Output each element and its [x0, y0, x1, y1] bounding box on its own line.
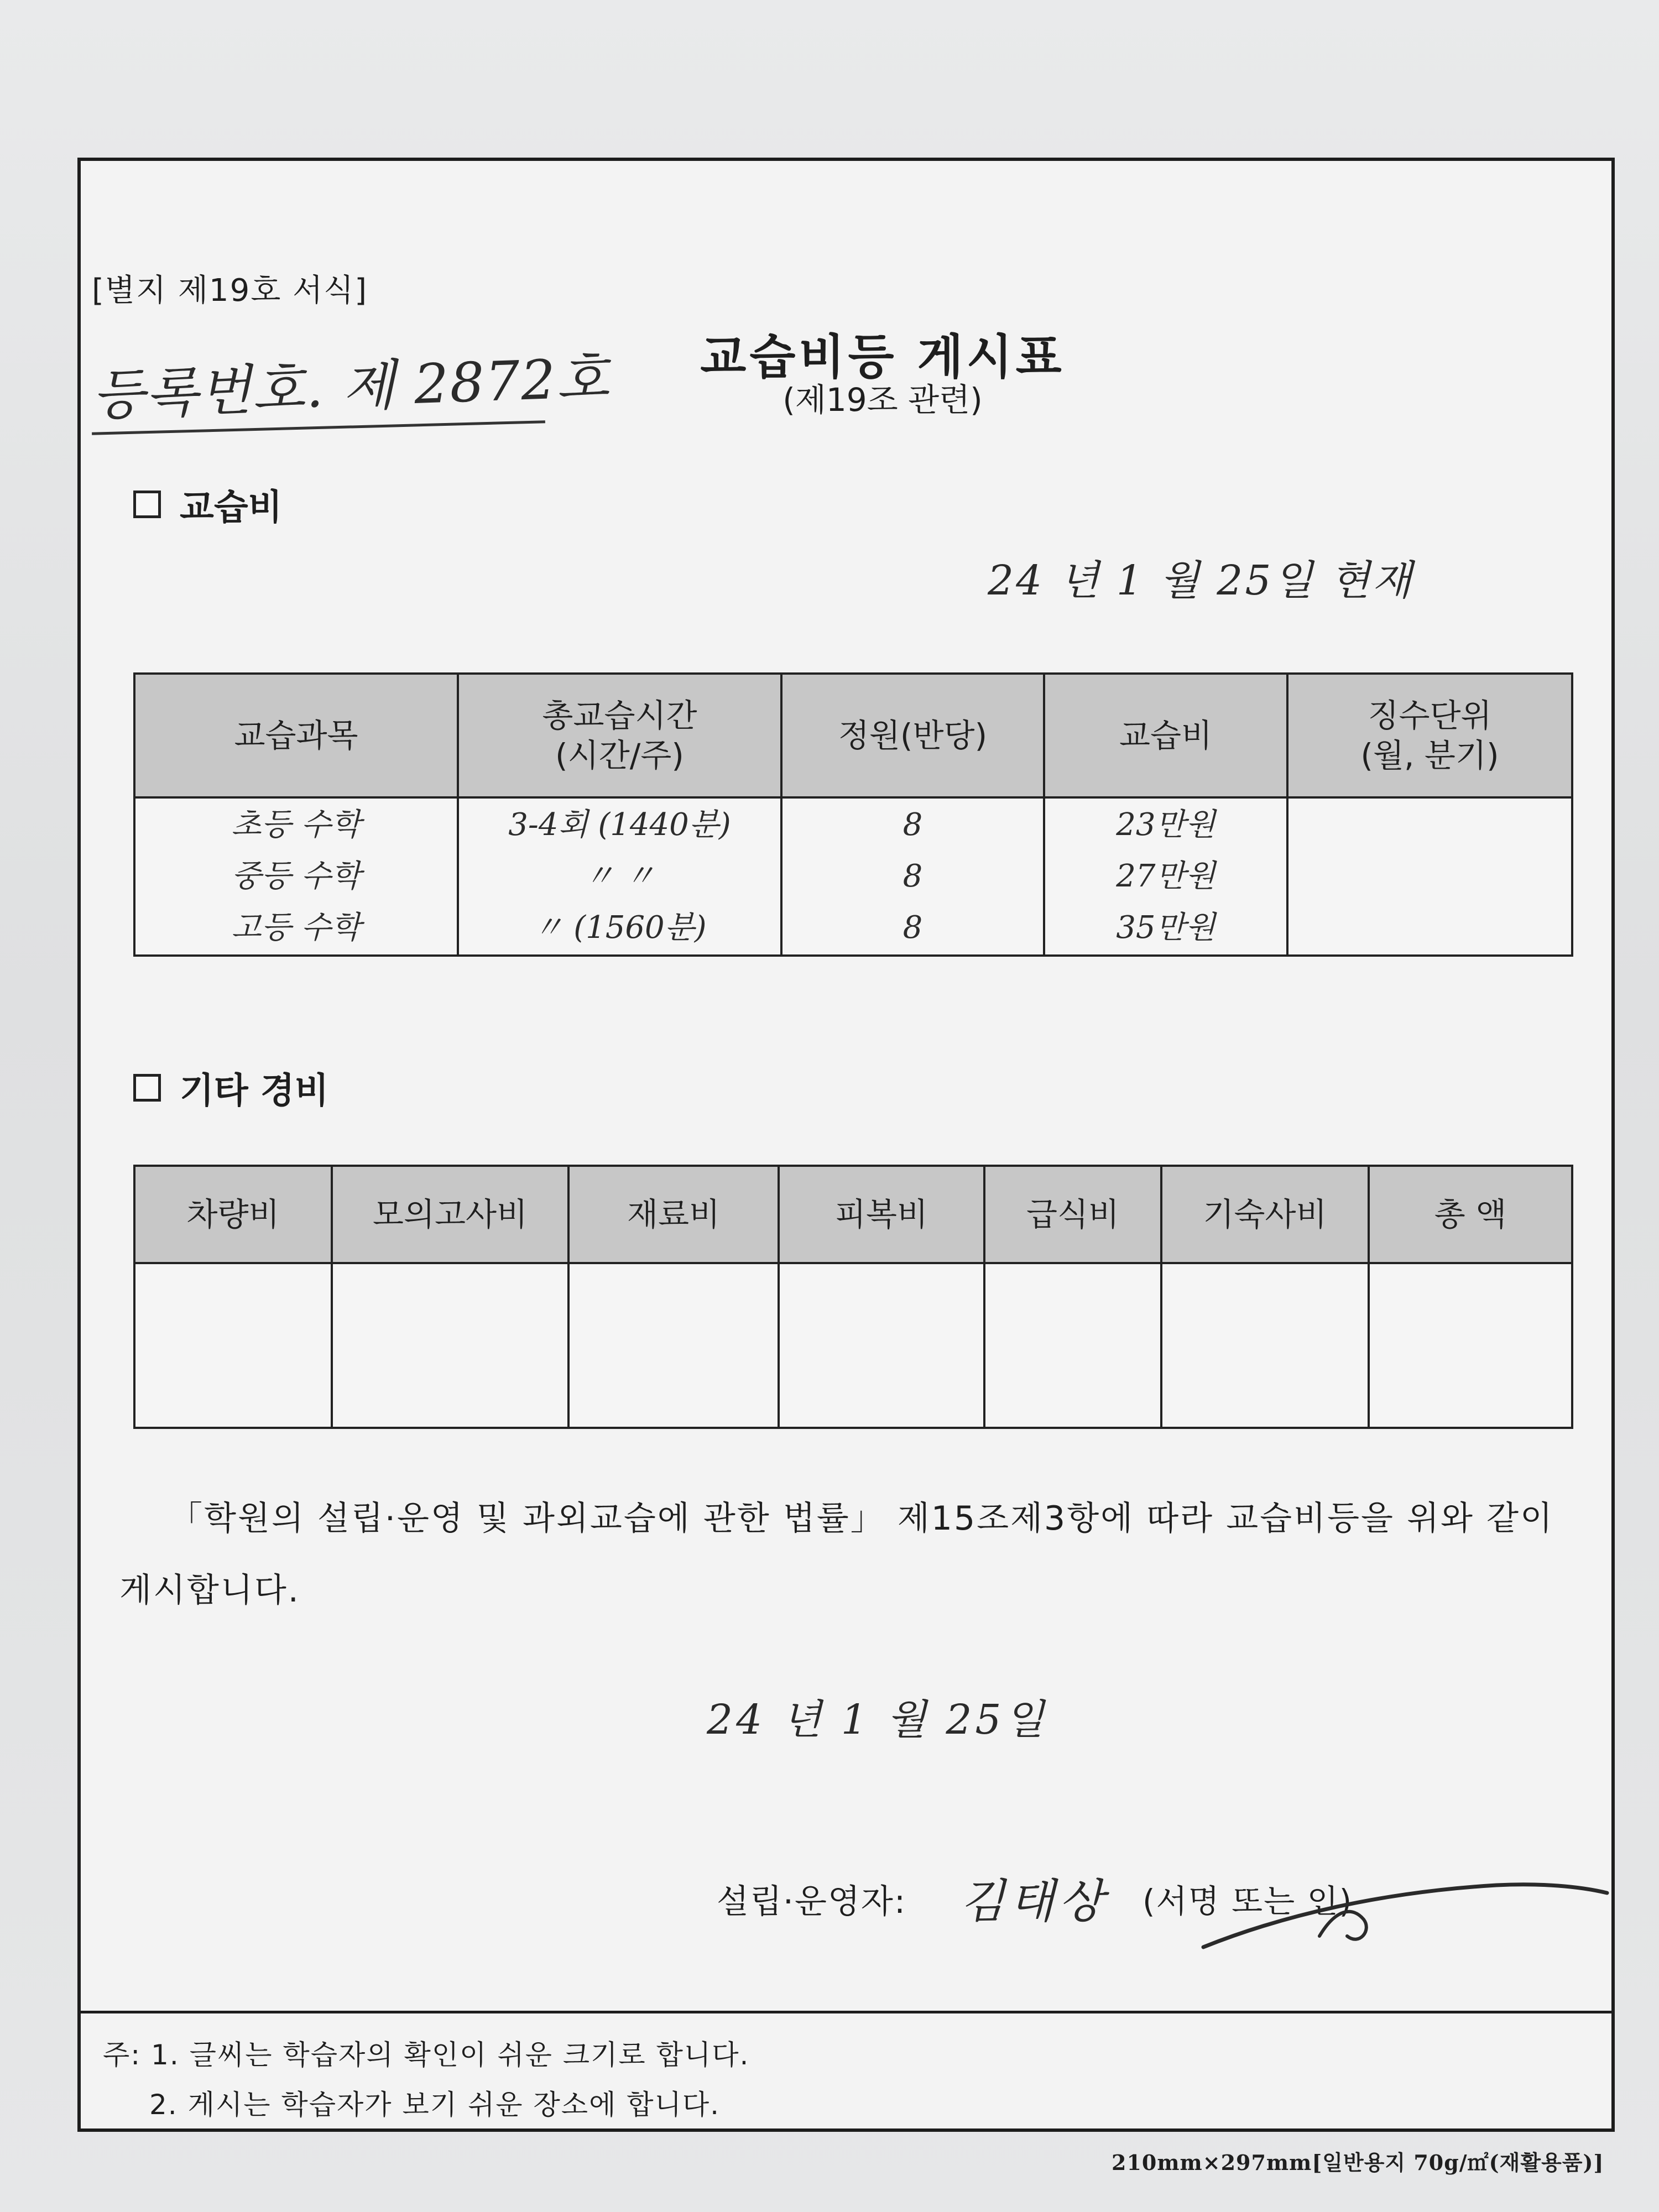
capacity-cell: 8	[902, 858, 923, 894]
total-cell	[1369, 1263, 1572, 1428]
fee-cell: 35만원	[1116, 910, 1215, 946]
footnote-1: 주: 1. 글씨는 학습자의 확인이 쉬운 크기로 합니다.	[103, 2039, 750, 2071]
other-expenses-table	[133, 1165, 1573, 1429]
unit-column	[1287, 797, 1572, 956]
unit-cell	[1289, 902, 1571, 953]
fee-cell: 27만원	[1116, 858, 1215, 894]
header-fee: 교습비	[1044, 674, 1287, 797]
subject-column	[134, 797, 458, 956]
header-mock-exam: 모의고사비	[332, 1166, 568, 1263]
form-number: [별지 제19호 서식]	[92, 273, 368, 309]
vehicle-cell	[134, 1263, 332, 1428]
header-collection-unit: 징수단위 (월, 분기)	[1287, 674, 1572, 797]
dormitory-cell	[1161, 1263, 1369, 1428]
footnote-2: 2. 게시는 학습자가 보기 쉬운 장소에 합니다.	[149, 2089, 721, 2121]
header-clothing: 피복비	[779, 1166, 984, 1263]
header-vehicle: 차량비	[134, 1166, 332, 1263]
hours-cell: 3-4회 (1440분)	[508, 807, 731, 843]
section-other-label: 기타 경비	[180, 1071, 329, 1112]
capacity-cell: 8	[902, 807, 923, 843]
fee-column	[1044, 797, 1287, 956]
signing-date: 24 년 1 월 25일	[707, 1696, 1047, 1744]
founder-name: 김태상	[960, 1874, 1108, 1928]
capacity-cell: 8	[902, 910, 923, 946]
paper-spec: 210mm×297mm[일반용지 70g/㎡(재활용품)]	[1112, 2150, 1604, 2175]
footnotes	[103, 2030, 749, 2130]
unit-cell	[1289, 799, 1571, 851]
header-total-hours: 총교습시간 (시간/주)	[458, 674, 781, 797]
other-table-header-row	[134, 1166, 1572, 1263]
fee-cell: 23만원	[1116, 807, 1215, 843]
unit-cell	[1289, 851, 1571, 902]
fee-table	[133, 672, 1573, 957]
seal-note: (서명 또는 인)	[1142, 1882, 1353, 1920]
hours-cell: 〃 〃	[583, 858, 656, 894]
header-total: 총 액	[1369, 1166, 1572, 1263]
signature-stroke-icon	[1154, 1853, 1618, 1964]
subject-cell: 고등 수학	[231, 910, 361, 946]
mock-exam-cell	[332, 1263, 568, 1428]
section-fees-heading	[133, 479, 282, 530]
page-title: 교습비등 게시표	[700, 330, 1065, 385]
page-subtitle: (제19조 관련)	[782, 381, 983, 419]
header-materials: 재료비	[568, 1166, 779, 1263]
section-other-heading	[133, 1062, 329, 1113]
table-row	[134, 1263, 1572, 1428]
subject-cell: 초등 수학	[231, 807, 361, 843]
as-of-date: 24 년 1 월 25일 현재	[988, 557, 1414, 604]
section-fees-label: 교습비	[180, 487, 283, 528]
checkbox-square-icon	[133, 1074, 161, 1102]
clothing-cell	[779, 1263, 984, 1428]
hours-cell: 〃 (1560분)	[533, 910, 707, 946]
subject-cell: 중등 수학	[231, 858, 361, 894]
document-sheet	[77, 158, 1615, 2132]
registration-number: 등록번호. 제 2872호	[91, 346, 611, 428]
materials-cell	[568, 1263, 779, 1428]
fee-table-header-row	[134, 674, 1572, 797]
checkbox-square-icon	[133, 491, 161, 518]
meals-cell	[984, 1263, 1161, 1428]
notes-divider	[81, 2011, 1611, 2013]
header-meals: 급식비	[984, 1166, 1161, 1263]
header-dormitory: 기숙사비	[1161, 1166, 1369, 1263]
legal-statement: 「학원의 설립·운영 및 과외교습에 관한 법률」 제15조제3항에 따라 교습비등을 위와 같이 게시합니다.	[119, 1499, 1554, 1610]
founder-label: 설립·운영자:	[717, 1882, 907, 1921]
header-capacity: 정원(반당)	[781, 674, 1044, 797]
capacity-column	[781, 797, 1044, 956]
header-subject: 교습과목	[134, 674, 458, 797]
hours-column	[458, 797, 781, 956]
table-row	[134, 797, 1572, 956]
